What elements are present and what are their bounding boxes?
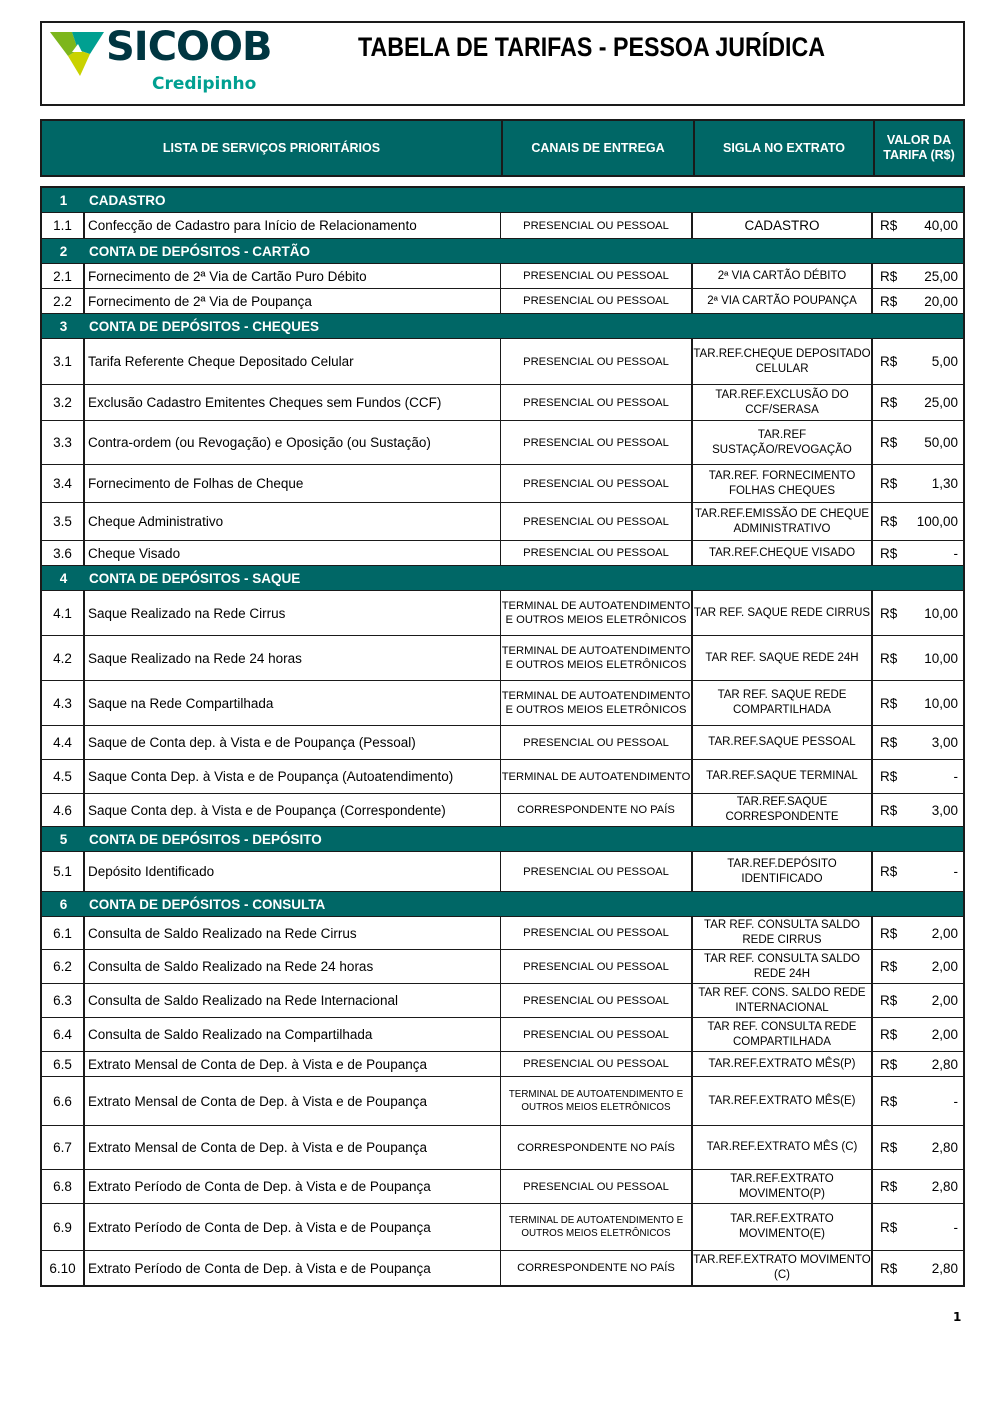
- item-number: 3.1: [42, 339, 85, 384]
- statement-code: TAR REF. SAQUE REDE 24H: [693, 636, 873, 680]
- currency-symbol: R$: [880, 218, 898, 233]
- tariff-value: -: [953, 1093, 958, 1109]
- section-header-row: [42, 566, 963, 591]
- column-header-value: VALOR DA TARIFA (R$): [883, 133, 955, 162]
- statement-code: TAR REF. CONSULTA REDE COMPARTILHADA: [693, 1018, 873, 1051]
- delivery-channel: PRESENCIAL OU PESSOAL: [501, 1052, 693, 1076]
- delivery-channel: PRESENCIAL OU PESSOAL: [501, 421, 693, 464]
- item-number: 4.3: [42, 681, 85, 725]
- sicoob-logo-mark-icon: [50, 30, 104, 78]
- service-description: Extrato Período de Conta de Dep. à Vista e de Poupança: [85, 1170, 501, 1203]
- service-description: Fornecimento de 2ª Via de Cartão Puro Débito: [85, 264, 501, 288]
- table-row: [42, 465, 963, 503]
- tariff-value: 50,00: [924, 435, 958, 450]
- section-title: CONTA DE DEPÓSITOS - CARTÃO: [89, 243, 311, 259]
- item-number: 6.7: [42, 1126, 85, 1169]
- currency-symbol: R$: [880, 605, 898, 621]
- delivery-channel: PRESENCIAL OU PESSOAL: [501, 852, 693, 891]
- table-row: [42, 213, 963, 239]
- table-row: [42, 385, 963, 421]
- currency-symbol: R$: [880, 959, 898, 974]
- table-row: [42, 503, 963, 541]
- service-description: Consulta de Saldo Realizado na Rede Internacional: [85, 984, 501, 1017]
- section-number: 1: [59, 192, 68, 208]
- service-description: Confecção de Cadastro para Início de Relacionamento: [85, 213, 501, 238]
- service-description: Exclusão Cadastro Emitentes Cheques sem Fundos (CCF): [85, 385, 501, 420]
- currency-symbol: R$: [880, 545, 898, 561]
- table-row: [42, 1018, 963, 1052]
- section-number: 5: [59, 831, 68, 847]
- item-number: 6.5: [42, 1052, 85, 1076]
- statement-code: TAR.REF.EXTRATO MÊS(E): [693, 1077, 873, 1125]
- service-description: Consulta de Saldo Realizado na Rede Cirrus: [85, 917, 501, 949]
- service-description: Consulta de Saldo Realizado na Rede 24 horas: [85, 950, 501, 983]
- section-header-row: [42, 314, 963, 339]
- service-description: Saque de Conta dep. à Vista e de Poupança (Pessoal): [85, 726, 501, 759]
- statement-code: TAR.REF.EXTRATO MOVIMENTO (C): [693, 1251, 873, 1285]
- statement-code: TAR.REF.SAQUE PESSOAL: [693, 726, 873, 759]
- section-number: 2: [59, 243, 68, 259]
- tariff-value: 10,00: [924, 605, 958, 621]
- item-number: 2.2: [42, 289, 85, 313]
- column-header-row: [40, 119, 965, 177]
- statement-code: TAR.REF.EXTRATO MOVIMENTO(P): [693, 1170, 873, 1203]
- service-description: Extrato Mensal de Conta de Dep. à Vista e de Poupança: [85, 1126, 501, 1169]
- tariff-value: 25,00: [924, 268, 958, 284]
- delivery-channel: PRESENCIAL OU PESSOAL: [501, 984, 693, 1017]
- item-number: 3.4: [42, 465, 85, 502]
- page-number: 1: [953, 1310, 962, 1324]
- table-row: [42, 1204, 963, 1251]
- item-number: 3.5: [42, 503, 85, 540]
- logo-wordmark: SICOOB: [106, 24, 272, 70]
- tariff-value: 2,80: [931, 1260, 958, 1276]
- currency-symbol: R$: [880, 476, 898, 491]
- table-row: [42, 794, 963, 827]
- statement-code: 2ª VIA CARTÃO DÉBITO: [693, 264, 873, 288]
- delivery-channel: PRESENCIAL OU PESSOAL: [501, 213, 693, 238]
- delivery-channel: PRESENCIAL OU PESSOAL: [501, 264, 693, 288]
- delivery-channel: PRESENCIAL OU PESSOAL: [501, 917, 693, 949]
- column-header-channel: CANAIS DE ENTREGA: [503, 121, 695, 175]
- tariff-value: 3,00: [931, 735, 958, 750]
- section-header-row: [42, 892, 963, 917]
- item-number: 6.10: [42, 1251, 85, 1285]
- document-title: TABELA DE TARIFAS - PESSOA JURÍDICA: [358, 32, 826, 62]
- service-description: Saque na Rede Compartilhada: [85, 681, 501, 725]
- service-description: Cheque Visado: [85, 541, 501, 565]
- service-description: Contra-ordem (ou Revogação) e Oposição (ou Sustação): [85, 421, 501, 464]
- delivery-channel: CORRESPONDENTE NO PAÍS: [501, 794, 693, 826]
- statement-code: TAR.REF. FORNECIMENTO FOLHAS CHEQUES: [693, 465, 873, 502]
- tariff-value: 2,00: [931, 1027, 958, 1042]
- service-description: Extrato Mensal de Conta de Dep. à Vista e de Poupança: [85, 1052, 501, 1076]
- delivery-channel: TERMINAL DE AUTOATENDIMENTO: [501, 760, 693, 793]
- section-title: CONTA DE DEPÓSITOS - DEPÓSITO: [89, 831, 322, 847]
- section-title: CONTA DE DEPÓSITOS - SAQUE: [89, 570, 301, 586]
- service-description: Saque Realizado na Rede 24 horas: [85, 636, 501, 680]
- currency-symbol: R$: [880, 354, 898, 369]
- item-number: 2.1: [42, 264, 85, 288]
- delivery-channel: TERMINAL DE AUTOATENDIMENTO E OUTROS MEIOS ELETRÔNICOS: [501, 636, 693, 680]
- currency-symbol: R$: [880, 435, 898, 450]
- tariff-value: 10,00: [924, 650, 958, 666]
- tariff-value: -: [953, 769, 958, 784]
- table-row: [42, 760, 963, 794]
- sicoob-logo: [50, 24, 280, 98]
- tariff-value: 5,00: [931, 354, 958, 369]
- statement-code: TAR REF. SAQUE REDE COMPARTILHADA: [693, 681, 873, 725]
- service-description: Fornecimento de Folhas de Cheque: [85, 465, 501, 502]
- statement-code: TAR.REF.EMISSÃO DE CHEQUE ADMINISTRATIVO: [693, 503, 873, 540]
- table-row: [42, 1077, 963, 1126]
- item-number: 1.1: [42, 213, 85, 238]
- tariff-value: -: [953, 1219, 958, 1235]
- item-number: 4.1: [42, 591, 85, 635]
- section-title: CADASTRO: [89, 192, 166, 208]
- delivery-channel: TERMINAL DE AUTOATENDIMENTO E OUTROS MEIOS ELETRÔNICOS: [501, 1204, 693, 1250]
- section-title: CONTA DE DEPÓSITOS - CHEQUES: [89, 318, 320, 334]
- tariff-value: 2,00: [931, 993, 958, 1008]
- section-number: 3: [59, 318, 68, 334]
- statement-code: CADASTRO: [693, 213, 873, 238]
- service-description: Tarifa Referente Cheque Depositado Celular: [85, 339, 501, 384]
- delivery-channel: TERMINAL DE AUTOATENDIMENTO E OUTROS MEIOS ELETRÔNICOS: [501, 681, 693, 725]
- currency-symbol: R$: [880, 993, 898, 1008]
- currency-symbol: R$: [880, 925, 898, 941]
- item-number: 3.3: [42, 421, 85, 464]
- delivery-channel: PRESENCIAL OU PESSOAL: [501, 726, 693, 759]
- delivery-channel: TERMINAL DE AUTOATENDIMENTO E OUTROS MEIOS ELETRÔNICOS: [501, 1077, 693, 1125]
- table-row: [42, 1126, 963, 1170]
- tariff-value: 3,00: [931, 802, 958, 818]
- tariff-value: 2,00: [931, 959, 958, 974]
- section-header-row: [42, 239, 963, 264]
- table-row: [42, 339, 963, 385]
- delivery-channel: PRESENCIAL OU PESSOAL: [501, 950, 693, 983]
- currency-symbol: R$: [880, 1027, 898, 1042]
- item-number: 6.8: [42, 1170, 85, 1203]
- table-row: [42, 421, 963, 465]
- statement-code: TAR.REF.CHEQUE DEPOSITADO CELULAR: [693, 339, 873, 384]
- section-number: 6: [59, 896, 68, 912]
- statement-code: TAR REF. CONSULTA SALDO REDE 24H: [693, 950, 873, 983]
- section-header-row: [42, 827, 963, 852]
- service-description: Fornecimento de 2ª Via de Poupança: [85, 289, 501, 313]
- tariff-value: 10,00: [924, 695, 958, 711]
- section-header-row: [42, 188, 963, 213]
- logo-subtitle: Credipinho: [152, 74, 257, 94]
- statement-code: TAR.REF.DEPÓSITO IDENTIFICADO: [693, 852, 873, 891]
- table-row: [42, 1251, 963, 1285]
- tariff-value: 2,00: [931, 925, 958, 941]
- tariff-value: 2,80: [931, 1179, 958, 1194]
- item-number: 6.9: [42, 1204, 85, 1250]
- table-row: [42, 852, 963, 892]
- item-number: 6.1: [42, 917, 85, 949]
- delivery-channel: PRESENCIAL OU PESSOAL: [501, 289, 693, 313]
- statement-code: TAR.REF.EXTRATO MÊS (C): [693, 1126, 873, 1169]
- table-row: [42, 984, 963, 1018]
- statement-code: TAR REF. CONSULTA SALDO REDE CIRRUS: [693, 917, 873, 949]
- item-number: 3.6: [42, 541, 85, 565]
- column-header-service: LISTA DE SERVIÇOS PRIORITÁRIOS: [42, 121, 503, 175]
- item-number: 4.4: [42, 726, 85, 759]
- delivery-channel: PRESENCIAL OU PESSOAL: [501, 1018, 693, 1051]
- table-row: [42, 917, 963, 950]
- service-description: Saque Conta Dep. à Vista e de Poupança (Autoatendimento): [85, 760, 501, 793]
- currency-symbol: R$: [880, 514, 898, 529]
- delivery-channel: PRESENCIAL OU PESSOAL: [501, 339, 693, 384]
- currency-symbol: R$: [880, 1093, 898, 1109]
- currency-symbol: R$: [880, 268, 898, 284]
- statement-code: TAR.REF.CHEQUE VISADO: [693, 541, 873, 565]
- service-description: Saque Realizado na Rede Cirrus: [85, 591, 501, 635]
- delivery-channel: PRESENCIAL OU PESSOAL: [501, 385, 693, 420]
- tariff-value: -: [953, 545, 958, 561]
- statement-code: TAR REF. SAQUE REDE CIRRUS: [693, 591, 873, 635]
- currency-symbol: R$: [880, 769, 898, 784]
- statement-code: TAR.REF.EXTRATO MOVIMENTO(E): [693, 1204, 873, 1250]
- statement-code: TAR.REF SUSTAÇÃO/REVOGAÇÃO: [693, 421, 873, 464]
- table-row: [42, 636, 963, 681]
- tariff-table: [40, 186, 965, 1287]
- item-number: 5.1: [42, 852, 85, 891]
- currency-symbol: R$: [880, 735, 898, 750]
- currency-symbol: R$: [880, 650, 898, 666]
- service-description: Extrato Mensal de Conta de Dep. à Vista e de Poupança: [85, 1077, 501, 1125]
- item-number: 4.5: [42, 760, 85, 793]
- tariff-value: 25,00: [924, 395, 958, 410]
- statement-code: TAR REF. CONS. SALDO REDE INTERNACIONAL: [693, 984, 873, 1017]
- table-row: [42, 264, 963, 289]
- item-number: 4.6: [42, 794, 85, 826]
- item-number: 6.2: [42, 950, 85, 983]
- delivery-channel: CORRESPONDENTE NO PAÍS: [501, 1126, 693, 1169]
- delivery-channel: PRESENCIAL OU PESSOAL: [501, 541, 693, 565]
- delivery-channel: CORRESPONDENTE NO PAÍS: [501, 1251, 693, 1285]
- delivery-channel: PRESENCIAL OU PESSOAL: [501, 465, 693, 502]
- table-row: [42, 1052, 963, 1077]
- currency-symbol: R$: [880, 695, 898, 711]
- service-description: Extrato Período de Conta de Dep. à Vista e de Poupança: [85, 1204, 501, 1250]
- table-row: [42, 681, 963, 726]
- item-number: 4.2: [42, 636, 85, 680]
- currency-symbol: R$: [880, 1179, 898, 1194]
- tariff-value: 2,80: [931, 1140, 958, 1155]
- item-number: 6.4: [42, 1018, 85, 1051]
- service-description: Cheque Administrativo: [85, 503, 501, 540]
- section-title: CONTA DE DEPÓSITOS - CONSULTA: [89, 896, 326, 912]
- item-number: 6.3: [42, 984, 85, 1017]
- currency-symbol: R$: [880, 1056, 898, 1072]
- tariff-value: -: [953, 864, 958, 879]
- column-header-code: SIGLA NO EXTRATO: [695, 121, 875, 175]
- statement-code: TAR.REF.EXCLUSÃO DO CCF/SERASA: [693, 385, 873, 420]
- currency-symbol: R$: [880, 395, 898, 410]
- statement-code: TAR.REF.SAQUE CORRESPONDENTE: [693, 794, 873, 826]
- service-description: Extrato Período de Conta de Dep. à Vista e de Poupança: [85, 1251, 501, 1285]
- tariff-value: 40,00: [924, 218, 958, 233]
- tariff-value: 100,00: [916, 514, 958, 529]
- table-row: [42, 950, 963, 984]
- currency-symbol: R$: [880, 1140, 898, 1155]
- service-description: Consulta de Saldo Realizado na Compartilhada: [85, 1018, 501, 1051]
- item-number: 6.6: [42, 1077, 85, 1125]
- currency-symbol: R$: [880, 802, 898, 818]
- tariff-value: 1,30: [931, 476, 958, 491]
- tariff-value: 2,80: [931, 1056, 958, 1072]
- delivery-channel: TERMINAL DE AUTOATENDIMENTO E OUTROS MEIOS ELETRÔNICOS: [501, 591, 693, 635]
- service-description: Saque Conta dep. à Vista e de Poupança (Correspondente): [85, 794, 501, 826]
- statement-code: 2ª VIA CARTÃO POUPANÇA: [693, 289, 873, 313]
- delivery-channel: PRESENCIAL OU PESSOAL: [501, 1170, 693, 1203]
- currency-symbol: R$: [880, 864, 898, 879]
- table-row: [42, 289, 963, 314]
- currency-symbol: R$: [880, 1219, 898, 1235]
- currency-symbol: R$: [880, 293, 898, 309]
- service-description: Depósito Identificado: [85, 852, 501, 891]
- statement-code: TAR.REF.SAQUE TERMINAL: [693, 760, 873, 793]
- table-row: [42, 541, 963, 566]
- statement-code: TAR.REF.EXTRATO MÊS(P): [693, 1052, 873, 1076]
- item-number: 3.2: [42, 385, 85, 420]
- tariff-value: 20,00: [924, 293, 958, 309]
- table-row: [42, 591, 963, 636]
- table-row: [42, 1170, 963, 1204]
- table-row: [42, 726, 963, 760]
- section-number: 4: [59, 570, 68, 586]
- currency-symbol: R$: [880, 1260, 898, 1276]
- delivery-channel: PRESENCIAL OU PESSOAL: [501, 503, 693, 540]
